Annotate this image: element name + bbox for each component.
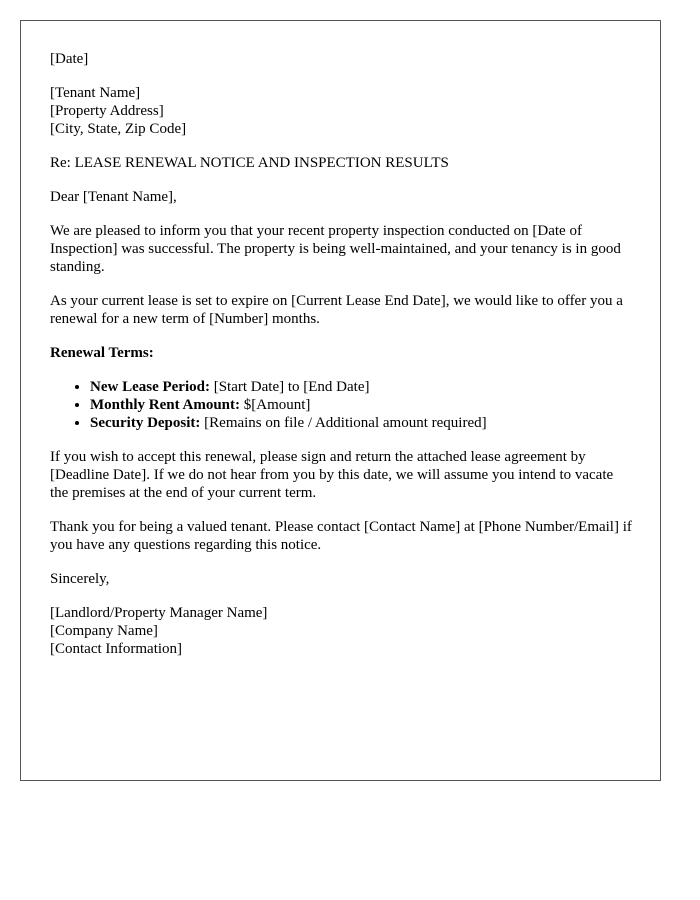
- terms-heading: Renewal Terms:: [50, 345, 154, 361]
- signature-name: [Landlord/Property Manager Name]: [50, 605, 268, 621]
- recipient-city-state-zip: [City, State, Zip Code]: [50, 121, 187, 137]
- paragraph-renewal-offer: As your current lease is set to expire on [Current Lease End Date], we would like to offer you a renewal for a new term of [Number] months.: [50, 293, 623, 327]
- closing: Sincerely,: [50, 571, 110, 587]
- salutation: Dear [Tenant Name],: [50, 189, 177, 205]
- subject-line: Re: LEASE RENEWAL NOTICE AND INSPECTION RESULTS: [50, 155, 449, 171]
- signature-contact: [Contact Information]: [50, 641, 183, 657]
- signature-company: [Company Name]: [50, 623, 158, 639]
- list-item: [90, 396, 635, 414]
- paragraph-acceptance: If you wish to accept this renewal, please sign and return the attached lease agreement by [Deadline Date]. If we do not hear from you by this date, we will assume you intend to vacate the premises at the end of your current term.: [50, 449, 614, 501]
- letter-body: [50, 50, 635, 674]
- list-item: [90, 378, 635, 396]
- letter-page: [20, 20, 661, 781]
- term-label: Monthly Rent Amount:: [90, 397, 241, 413]
- paragraph-contact: Thank you for being a valued tenant. Please contact [Contact Name] at [Phone Number/Email] if you have any questions regarding this notice.: [50, 519, 632, 553]
- signature-block: [50, 604, 635, 658]
- term-value: [Start Date] to [End Date]: [209, 379, 370, 395]
- list-item: [90, 414, 635, 432]
- paragraph-inspection: We are pleased to inform you that your recent property inspection conducted on [Date of Inspection] was successful. The property is being well-maintained, and your tenancy is in good standing.: [50, 223, 621, 275]
- recipient-name: [Tenant Name]: [50, 85, 141, 101]
- terms-list: [50, 378, 635, 432]
- term-value: $[Amount]: [240, 397, 311, 413]
- term-value: [Remains on file / Additional amount required]: [200, 415, 487, 431]
- recipient-block: [50, 84, 635, 138]
- term-label: New Lease Period:: [90, 379, 210, 395]
- recipient-address: [Property Address]: [50, 103, 164, 119]
- letter-date: [Date]: [50, 51, 89, 67]
- term-label: Security Deposit:: [90, 415, 201, 431]
